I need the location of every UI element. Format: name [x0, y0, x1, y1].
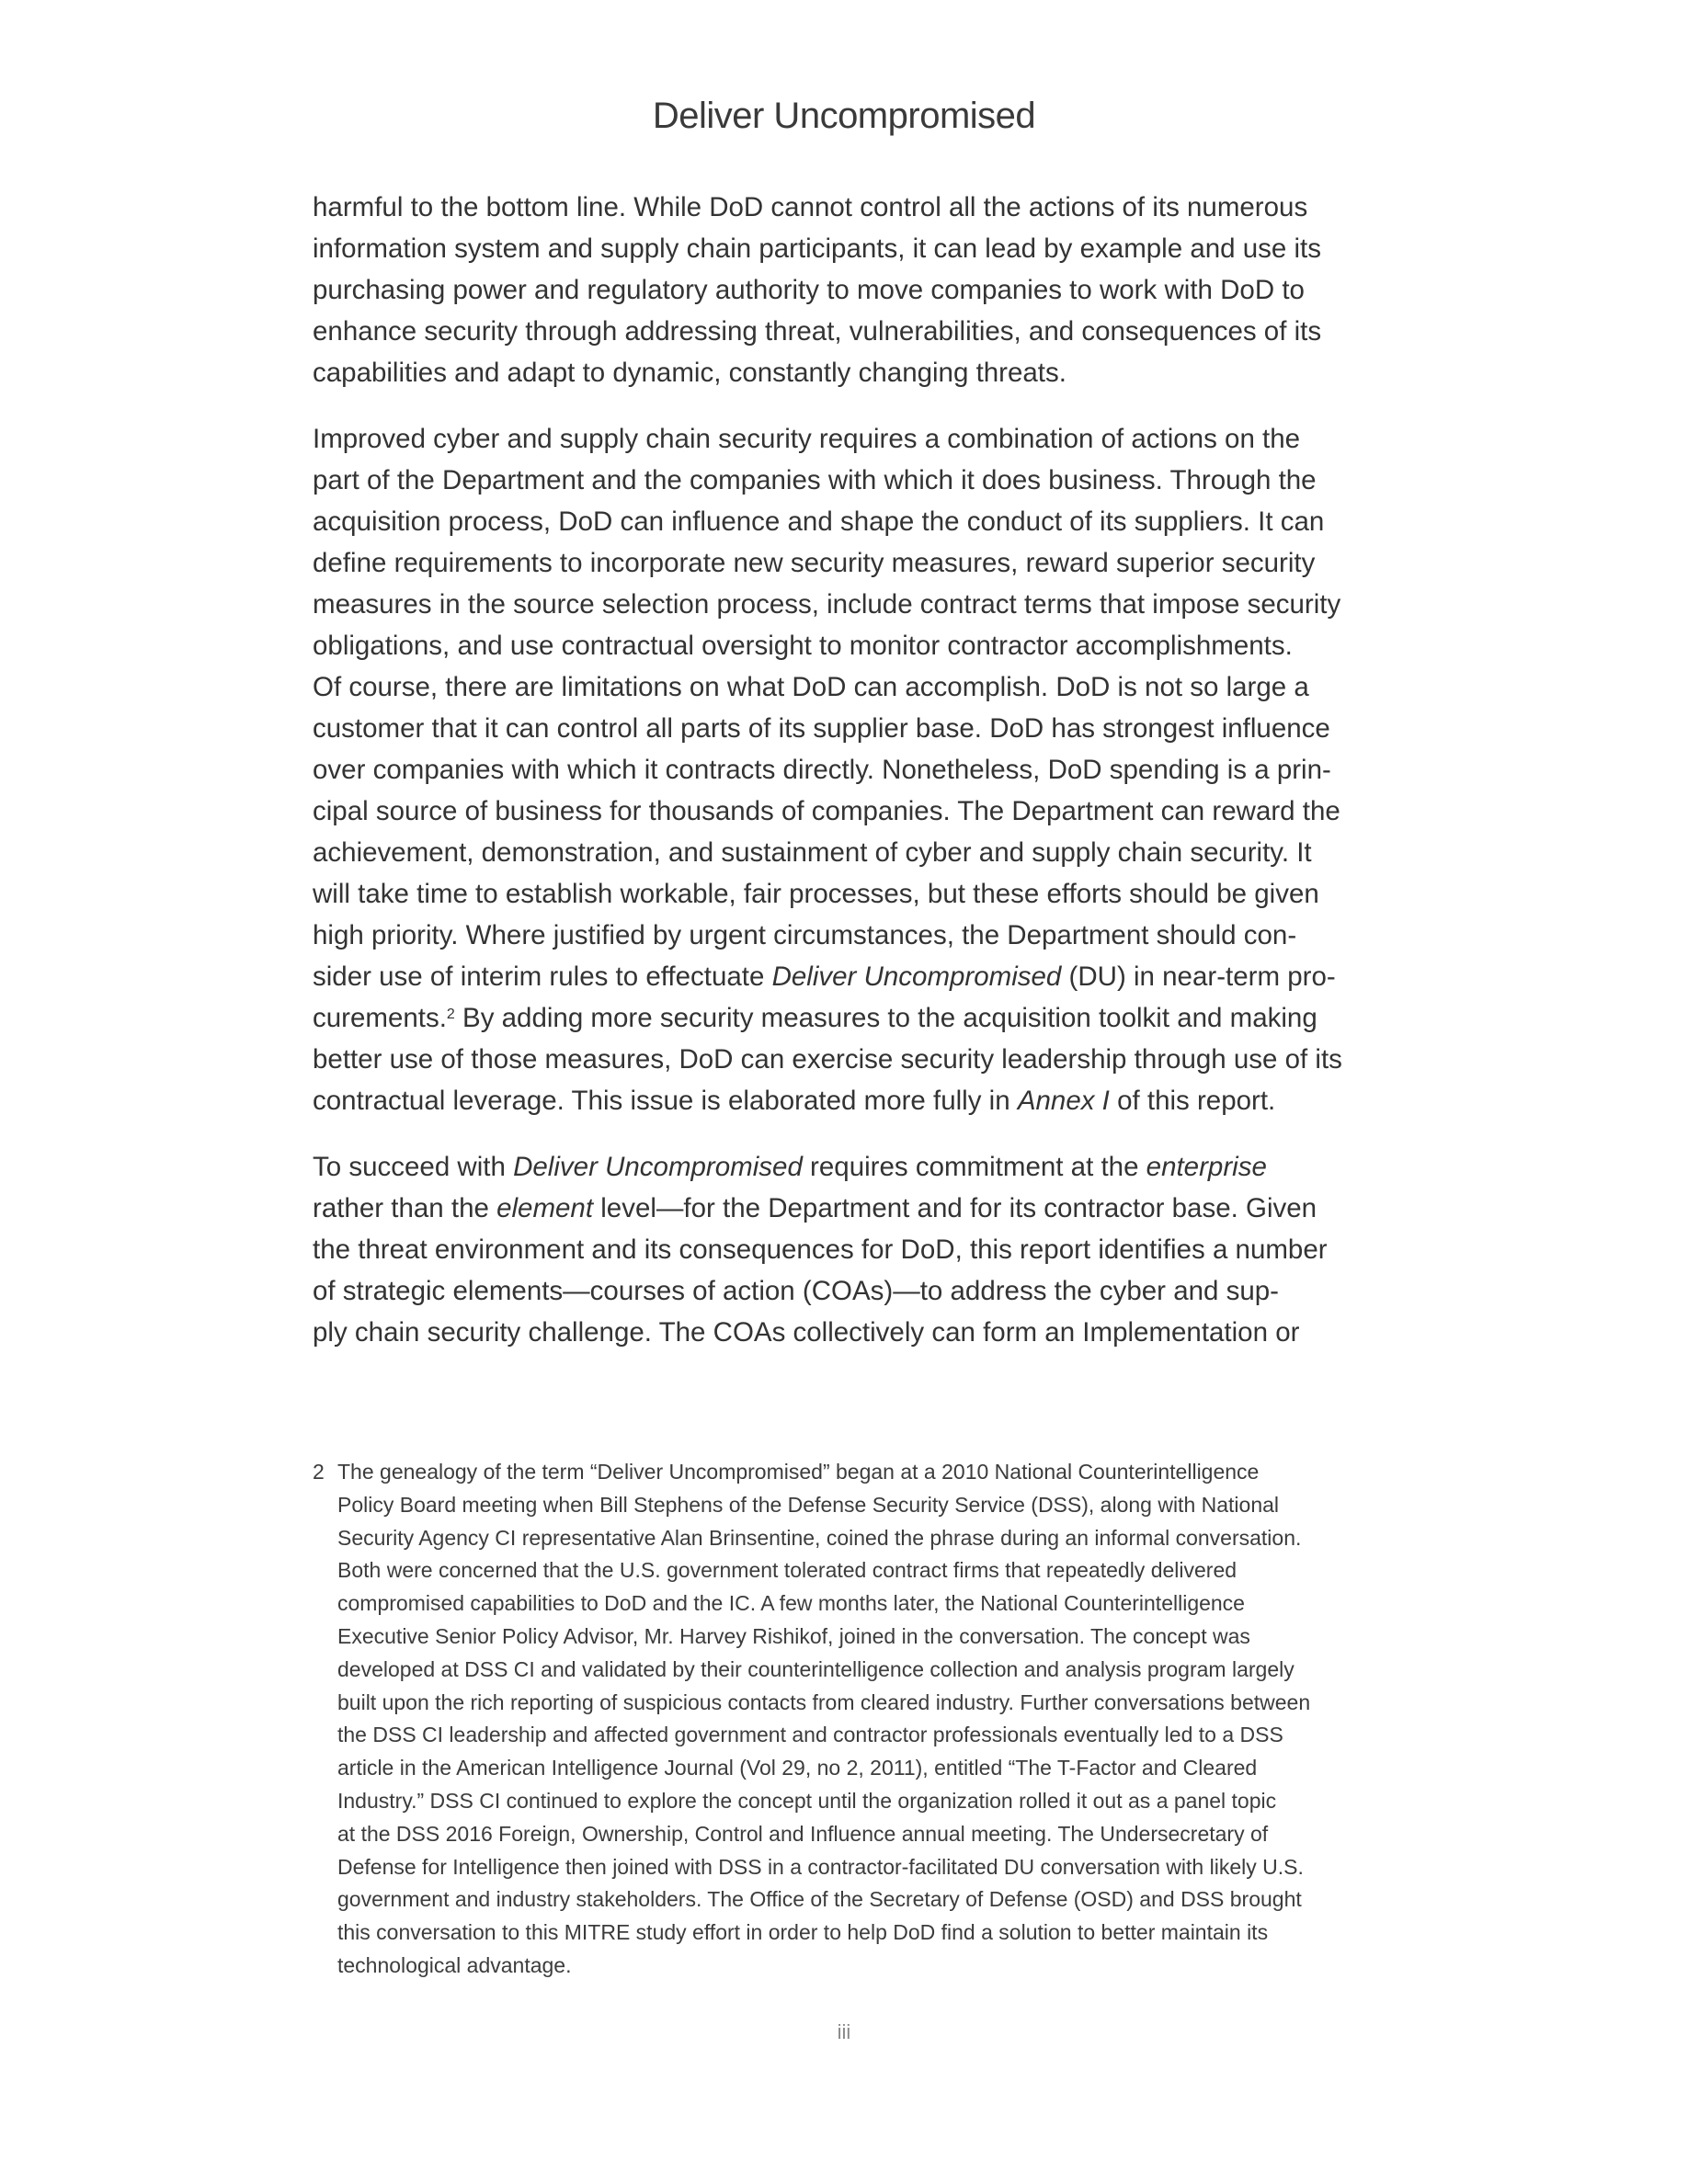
- text-line: define requirements to incorporate new security measures, reward superior security: [313, 548, 1316, 578]
- text-line: better use of those measures, DoD can exercise security leadership through use of its: [313, 1044, 1342, 1075]
- text-line: Of course, there are limitations on what DoD can accomplish. DoD is not so large a: [313, 672, 1309, 702]
- footnote-line: compromised capabilities to DoD and the IC. A few months later, the National Counterintelligence: [337, 1591, 1245, 1616]
- text-line: harmful to the bottom line. While DoD cannot control all the actions of its numerous: [313, 192, 1308, 222]
- footnote-line: Defense for Intelligence then joined with DSS in a contractor-facilitated DU conversation with likely U.S.: [337, 1854, 1304, 1879]
- italic-annex-reference: Annex I: [1017, 1086, 1110, 1116]
- footnote-line: Security Agency CI representative Alan Brinsentine, coined the phrase during an informal conversation.: [337, 1525, 1302, 1550]
- text-run: rather than the: [313, 1193, 497, 1223]
- text-line: of strategic elements—courses of action (COAs)—to address the cyber and sup-: [313, 1276, 1279, 1306]
- text-line: capabilities and adapt to dynamic, constantly changing threats.: [313, 358, 1066, 388]
- text-line: [313, 1080, 1379, 1121]
- footnote-line: developed at DSS CI and validated by their counterintelligence collection and analysis program largely: [337, 1656, 1295, 1681]
- text-run: requires commitment at the: [802, 1152, 1146, 1182]
- paragraph-3: [313, 1146, 1379, 1353]
- footnote-line: Both were concerned that the U.S. government tolerated contract firms that repeatedly delivered: [337, 1558, 1237, 1583]
- text-run: level—for the Department and for its contractor base. Given: [593, 1193, 1317, 1223]
- text-run: (DU) in near-term pro-: [1061, 961, 1336, 992]
- text-line: [313, 956, 1379, 997]
- footnote-line: The genealogy of the term “Deliver Uncompromised” began at a 2010 National Counterintelligence: [337, 1460, 1260, 1484]
- footnote-line: technological advantage.: [337, 1952, 572, 1977]
- italic-title: Deliver Uncompromised: [771, 961, 1062, 992]
- text-run: To succeed with: [313, 1152, 514, 1182]
- text-line: [313, 997, 1379, 1039]
- footnote-line: at the DSS 2016 Foreign, Ownership, Control and Influence annual meeting. The Undersecretary of: [337, 1821, 1269, 1846]
- text-run: curements.: [313, 1003, 447, 1033]
- text-line: cipal source of business for thousands of companies. The Department can reward the: [313, 796, 1340, 826]
- running-header: Deliver Uncompromised: [652, 96, 1036, 136]
- text-line: over companies with which it contracts directly. Nonetheless, DoD spending is a prin-: [313, 755, 1331, 785]
- text-line: high priority. Where justified by urgent circumstances, the Department should con-: [313, 920, 1297, 950]
- footnote-2: [313, 1456, 1379, 1983]
- italic-term: element: [496, 1193, 594, 1223]
- text-line: information system and supply chain participants, it can lead by example and use its: [313, 233, 1322, 264]
- paragraph-1: [313, 187, 1379, 393]
- italic-title: Deliver Uncompromised: [513, 1152, 803, 1182]
- footnote-line: article in the American Intelligence Journal (Vol 29, no 2, 2011), entitled “The T-Factor and Cleared: [337, 1756, 1258, 1780]
- text-line: achievement, demonstration, and sustainment of cyber and supply chain security. It: [313, 837, 1312, 868]
- footnote-line: Policy Board meeting when Bill Stephens of the Defense Security Service (DSS), along with National: [337, 1492, 1280, 1517]
- footnote-number: 2: [313, 1460, 325, 1484]
- footnote-line: government and industry stakeholders. The Office of the Secretary of Defense (OSD) and DSS brought: [337, 1887, 1302, 1912]
- italic-term: enterprise: [1146, 1152, 1267, 1182]
- text-line: [313, 1146, 1379, 1188]
- footnote-reference[interactable]: 2: [446, 1007, 455, 1022]
- footnote-line: Executive Senior Policy Advisor, Mr. Harvey Rishikof, joined in the conversation. The concept was: [337, 1623, 1250, 1648]
- text-line: purchasing power and regulatory authority to move companies to work with DoD to: [313, 275, 1305, 305]
- text-run: sider use of interim rules to effectuate: [313, 961, 772, 992]
- body-text: [313, 187, 1379, 1378]
- footnote-line: this conversation to this MITRE study effort in order to help DoD find a solution to better maintain its: [337, 1920, 1269, 1945]
- text-line: the threat environment and its consequences for DoD, this report identifies a number: [313, 1234, 1328, 1265]
- text-line: measures in the source selection process, include contract terms that impose security: [313, 589, 1341, 620]
- text-line: enhance security through addressing threat, vulnerabilities, and consequences of its: [313, 316, 1322, 347]
- footnote-line: built upon the rich reporting of suspicious contacts from cleared industry. Further conversations between: [337, 1689, 1311, 1714]
- text-run: contractual leverage. This issue is elaborated more fully in: [313, 1086, 1018, 1116]
- text-line: ply chain security challenge. The COAs collectively can form an Implementation or: [313, 1317, 1300, 1348]
- footnote-line: the DSS CI leadership and affected government and contractor professionals eventually led to a DSS: [337, 1723, 1283, 1747]
- text-line: acquisition process, DoD can influence and shape the conduct of its suppliers. It can: [313, 506, 1325, 537]
- text-run: By adding more security measures to the acquisition toolkit and making: [454, 1003, 1317, 1033]
- footnote-line: Industry.” DSS CI continued to explore the concept until the organization rolled it out as a panel topic: [337, 1788, 1277, 1813]
- text-line: customer that it can control all parts of its supplier base. DoD has strongest influence: [313, 713, 1330, 744]
- text-run: of this report.: [1109, 1086, 1276, 1116]
- text-line: part of the Department and the companies with which it does business. Through the: [313, 465, 1317, 495]
- footnotes-section: [313, 1456, 1379, 1983]
- page-number: iii: [837, 2020, 851, 2043]
- text-line: obligations, and use contractual oversight to monitor contractor accomplishments.: [313, 631, 1293, 661]
- paragraph-2: [313, 418, 1379, 1121]
- text-line: Improved cyber and supply chain security requires a combination of actions on the: [313, 424, 1301, 454]
- text-line: [313, 1188, 1379, 1229]
- text-line: will take time to establish workable, fair processes, but these efforts should be given: [313, 879, 1319, 909]
